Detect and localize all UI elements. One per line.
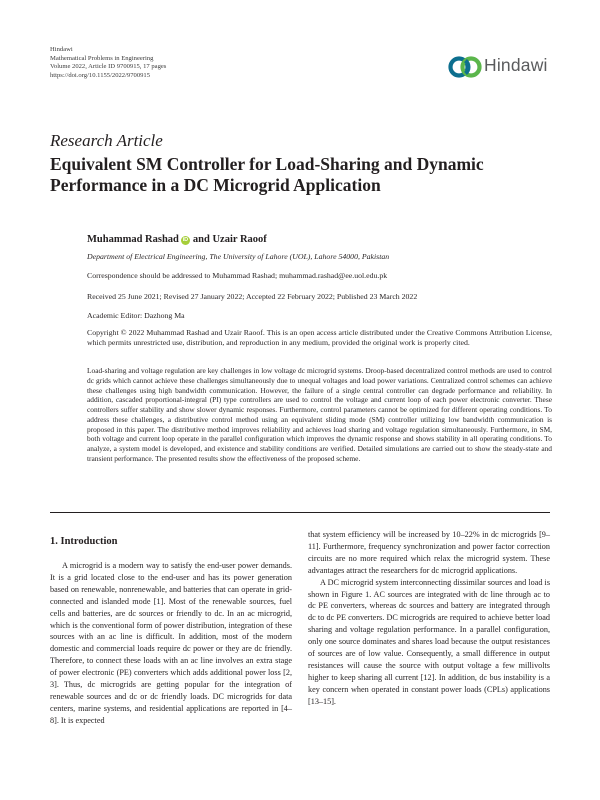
doi-link[interactable]: https://doi.org/10.1155/2022/9700915 xyxy=(50,71,151,79)
correspondence: Correspondence should be addressed to Muhammad Rashad; muhammad.rashad@ee.uol.edu.pk xyxy=(87,271,388,280)
author-list xyxy=(87,234,267,245)
orcid-icon[interactable]: iD xyxy=(182,237,189,243)
hindawi-logo xyxy=(448,50,558,84)
body-column-left xyxy=(50,560,292,727)
abstract: Load-sharing and voltage regulation are key challenges in low voltage dc microgrid systems. Droop-based decentralized control methods are used to control dc grids which cannot achieve these challenges simultaneously due to unequal voltages and load power variations. Centralized control schemes can achieve these challenges using high bandwidth communication. However, the failure of a single central controller can degrade performance and reliability. In addition, cascaded proportional-integral (PI) type controllers are used to control the voltage and current loop of each power electronic converter. These controllers suffer stability and show slower dynamic responses. Furthermore, control parameters cannot be optimized for different operating conditions. To address these challenges, a distributive control method using an equivalent sliding mode (SM) controller utilizing low bandwidth communication is proposed in this paper. The distributive method improves reliability and achieves load sharing and voltage regulation simultaneously. Furthermore, in SM, both voltage and current loop operate in the parallel configuration which improves the dynamic response and shows stability in all operating conditions. To analyze, a system model is developed, and existence and stability conditions are verified. Detailed simulations are carried out to show the steady-state and transient performance. The presented results show the effectiveness of the proposed scheme. xyxy=(87,366,552,463)
paragraph: that system efficiency will be increased by 10–22% in dc microgrids [9–11]. Furthermore, frequency synchronization and power factor correction circuits are no more required which relax the microgrid system. These advantages attract the researchers for dc microgrid applications. xyxy=(308,530,550,575)
hindawi-rings-icon xyxy=(448,50,484,84)
logo-wordmark: Hindawi xyxy=(484,55,548,75)
affiliation: Department of Electrical Engineering, The University of Lahore (UOL), Lahore 54000, Pakistan xyxy=(87,252,390,261)
journal-name: Mathematical Problems in Engineering xyxy=(50,54,154,62)
body-column-right xyxy=(308,529,550,708)
copyright-notice: Copyright © 2022 Muhammad Rashad and Uzair Raoof. This is an open access article distributed under the Creative Commons Attribution License, which permits unrestricted use, distribution, and reproduction in any medium, provided the original work is properly cited. xyxy=(87,328,552,347)
section-divider xyxy=(50,512,550,513)
author-name: and Uzair Raoof xyxy=(192,234,267,245)
article-type: Research Article xyxy=(50,131,163,150)
author-name[interactable]: Muhammad Rashad xyxy=(87,234,179,245)
publisher-name: Hindawi xyxy=(50,46,73,53)
academic-editor: Academic Editor: Dazhong Ma xyxy=(87,311,185,320)
section-heading: 1. Introduction xyxy=(50,536,118,547)
journal-metadata xyxy=(50,46,166,80)
paragraph: A microgrid is a modern way to satisfy the end-user power demands. It is a grid located close to the end-user and has its power generation based on renewable, nonrenewable, and batteries that can operate in grid-connected and islanded mode [1]. Most of the renewable sources, fuel cells and batteries, are dc sources or friendly to dc. In an ac microgrid, which is the conventional form of power distribution, integration of these sources with an ac line is difficult. In addition, most of the modern domestic and commercial loads require dc power or they are dc friendly. Therefore, to connect these loads with an ac line involves an extra stage of power electronic (PE) converters which adds additional power loss [2, 3]. Thus, dc microgrids are getting popular for the integration of renewable sources and dc or dc friendly loads. DC microgrids for data centers, marine systems, and residential applications are reported in [4–8]. It is expected xyxy=(50,561,292,725)
volume-info: Volume 2022, Article ID 9700915, 17 pages xyxy=(50,63,167,71)
paragraph: A DC microgrid system interconnecting dissimilar sources and load is shown in Figure 1. AC sources are integrated with dc line through ac to dc PE converters, whereas dc sources and battery are integrated through dc to dc PE converters. DC microgrids are required to achieve better load sharing and voltage regulation performance. In a parallel configuration, only one source dominates and shares load because the output resistances of sources are of low value. Consequently, a small difference in output resistances will cause the source with output voltage a few millivolts higher to keep sharing all current [12]. In addition, dc bus instability is a key concern when operated in constant power loads (CPLs) applications [13–15]. xyxy=(308,577,550,706)
article-dates: Received 25 June 2021; Revised 27 January 2022; Accepted 22 February 2022; Published 23 March 2022 xyxy=(87,292,418,301)
article-title: Equivalent SM Controller for Load-Sharing and Dynamic Performance in a DC Microgrid Application xyxy=(50,154,484,195)
